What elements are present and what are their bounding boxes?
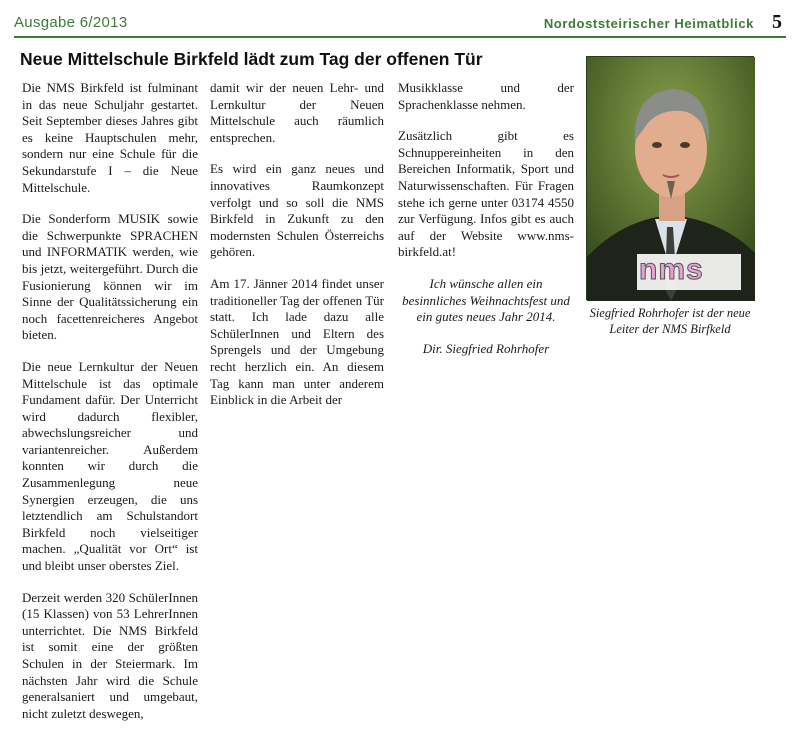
photo-caption: Siegfried Rohrhofer ist der neue Leiter der NMS Birfkeld <box>589 306 751 336</box>
header-rule <box>14 36 786 38</box>
paragraph: Derzeit werden 320 SchülerInnen (15 Klassen) von 53 LehrerInnen unterrichtet. Die NMS Birkfeld ist somit eine der größten Schulen in der Steiermark. Im nächsten Jahr wird die Schule generalsaniert und umgebaut, nicht zuletzt deswegen, <box>22 589 198 721</box>
paragraph: Es wird ein ganz neues und innovatives Raumkonzept verfolgt und so soll die NMS Birkfeld in Zukunft zu den modernsten Schulen Österreichs gehören. <box>210 161 384 260</box>
portrait-photo <box>586 56 754 300</box>
paragraph: Am 17. Jänner 2014 findet unser traditioneller Tag der offenen Tür statt. Ich lade dazu alle SchülerInnen und Eltern des Sprengels und der Umgebung recht herzlich ein. An diesem Tag kann man unter anderem Einblick in die Arbeit der <box>210 275 384 408</box>
paragraph: Musikklasse und der Sprachenklasse nehmen. <box>398 80 574 112</box>
text-column-2 <box>210 80 384 424</box>
paragraph: Die NMS Birkfeld ist fulminant in das neue Schuljahr gestartet. Seit September dieses Jahres gibt es keine Hauptschulen mehr, sondern nur eine Schule für die Sekundarstufe I – die Neue Mittelschule. <box>22 80 198 195</box>
article-headline: Neue Mittelschule Birkfeld lädt zum Tag der offenen Tür <box>20 49 483 69</box>
text-column-3 <box>398 80 574 372</box>
text-column-1 <box>22 80 198 737</box>
author-signature: Dir. Siegfried Rohrhofer <box>422 340 550 356</box>
paragraph: Zusätzlich gibt es Schnuppereinheiten in den Bereichen Informatik, Sport und Naturwissenschaften. Für Fragen stehe ich gerne unter 03174 4550 zur Verfügung. Infos gibt es auch auf der Website www.nms-birkfeld.at! <box>398 128 574 260</box>
magazine-title: Nordoststeirischer Heimatblick <box>543 16 754 31</box>
paragraph: Die Sonderform MUSIK sowie die Schwerpunkte SPRACHEN und INFORMATIK werden, wie bis jetzt, weitergeführt. Durch die Fusionierung können wir im Sinne der Qualitätssicherung ein noch facettenreicheres Angebot bieten. <box>22 211 198 343</box>
paragraph: damit wir der neuen Lehr- und Lernkultur der Neuen Mittelschule auch räumlich entsprechen. <box>210 80 384 145</box>
page-number: 5 <box>772 11 782 33</box>
nms-logo: nms <box>639 253 704 286</box>
paragraph: Die neue Lernkultur der Neuen Mittelschule ist das optimale Fundament dafür. Der Unterricht wird dadurch flexibler, abwechslungsreicher und variantenreicher. Außerdem konnten wir durch die Zusammenlegung neue Synergien erzeugen, die uns letztendlich am Schulstandort Birkfeld noch vielseitiger machen. „Qualität vor Ort“ ist und bleibt unser oberstes Ziel. <box>22 358 198 574</box>
issue-label: Ausgabe 6/2013 <box>14 14 128 31</box>
holiday-wish: Ich wünsche allen ein besinnliches Weihnachtsfest und ein gutes neues Jahr 2014. <box>402 275 570 325</box>
page-header <box>14 10 786 36</box>
